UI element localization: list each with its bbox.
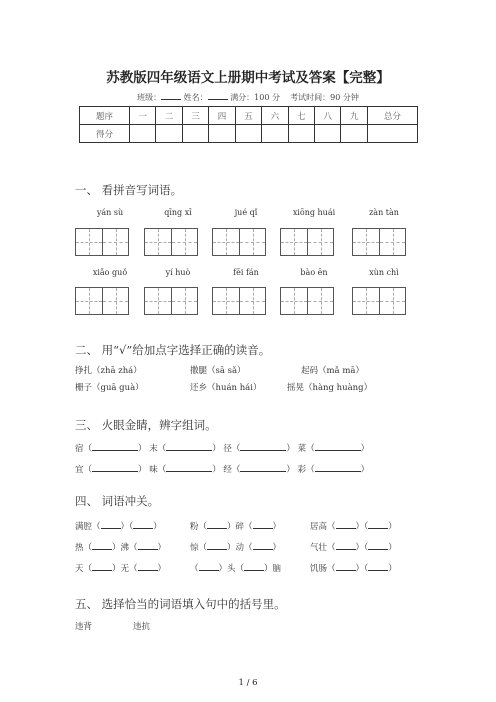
answer-blank[interactable] xyxy=(315,441,361,451)
writing-grid[interactable] xyxy=(352,287,406,315)
page-number: 1 / 6 xyxy=(238,678,258,688)
score-header-cell: 八 xyxy=(314,107,340,125)
score-header-cell: 一 xyxy=(130,107,156,125)
answer-blank[interactable] xyxy=(138,540,158,550)
answer-blank[interactable] xyxy=(92,540,112,550)
writing-grid[interactable] xyxy=(212,228,266,256)
answer-blank[interactable] xyxy=(244,561,264,571)
idiom-text: 饥肠（ xyxy=(310,564,336,574)
score-cell[interactable] xyxy=(262,125,288,143)
score-header-cell: 总分 xyxy=(367,107,417,125)
idiom-text: ）（ xyxy=(355,522,369,532)
answer-blank[interactable] xyxy=(336,519,356,529)
char-label: ） 径（ xyxy=(212,444,241,454)
pronunciation-item[interactable]: 撒腿（sā sǎ） xyxy=(190,366,246,376)
pinyin-label: xiōng huái xyxy=(292,208,336,217)
idiom-text: ）头（ xyxy=(218,564,245,574)
char-label: ） 味（ xyxy=(138,465,167,475)
idiom-text: ）碎（ xyxy=(227,522,253,532)
char-label: ） 彩（ xyxy=(286,465,315,475)
answer-blank[interactable] xyxy=(253,540,273,550)
idiom-text: 居高（ xyxy=(310,522,336,532)
section3-title: 三、 火眼金睛，辨字组词。 xyxy=(75,418,217,432)
score-cell[interactable] xyxy=(182,125,208,143)
time-label: 考试时间：90 分钟 xyxy=(290,93,359,102)
idiom-text: ）（ xyxy=(355,543,369,553)
answer-blank[interactable] xyxy=(315,462,361,472)
class-label: 班级： xyxy=(137,93,162,102)
section4-title: 四、 词语冲关。 xyxy=(75,494,160,508)
idiom-text: 满腔（ xyxy=(75,522,101,532)
idiom-item xyxy=(310,561,397,574)
char-label: ） xyxy=(360,465,370,475)
exam-info xyxy=(0,91,496,103)
idiom-text: 天（ xyxy=(75,564,93,574)
word-option: 违抗 xyxy=(133,622,151,632)
pinyin-label: zàn tàn xyxy=(369,208,399,217)
writing-grid[interactable] xyxy=(75,228,129,256)
pinyin-label: bào ēn xyxy=(300,268,328,277)
answer-blank[interactable] xyxy=(166,441,212,451)
answer-blank[interactable] xyxy=(253,519,273,529)
pinyin-label: xiǎo guǒ xyxy=(92,268,128,277)
idiom-text: 热（ xyxy=(75,543,93,553)
idiom-text: （ xyxy=(190,564,199,574)
idiom-item xyxy=(75,519,162,532)
pronunciation-item[interactable]: 栅子（guā guà） xyxy=(75,383,144,393)
pinyin-label: qīng xī xyxy=(164,208,192,217)
section1-title: 一、 看拼音写词语。 xyxy=(75,183,183,197)
idiom-text: ） xyxy=(272,522,282,532)
document-title: 苏教版四年级语文上册期中考试及答案【完整】 xyxy=(106,70,390,86)
score-header-cell: 九 xyxy=(341,107,367,125)
writing-grid[interactable] xyxy=(280,228,334,256)
writing-grid[interactable] xyxy=(352,228,406,256)
answer-blank[interactable] xyxy=(138,561,158,571)
idiom-text: ）脑 xyxy=(264,564,282,574)
idiom-item xyxy=(75,540,166,553)
answer-blank[interactable] xyxy=(207,540,227,550)
score-header-cell: 五 xyxy=(235,107,261,125)
name-blank xyxy=(208,91,228,100)
answer-blank[interactable] xyxy=(336,561,356,571)
idiom-text: ） xyxy=(157,543,167,553)
pinyin-label: fēi fán xyxy=(233,268,259,277)
score-cell[interactable] xyxy=(288,125,314,143)
score-cell[interactable] xyxy=(209,125,235,143)
char-label: ） 菜（ xyxy=(286,444,315,454)
idiom-text: 粉（ xyxy=(190,522,208,532)
pinyin-label: xùn chì xyxy=(369,268,399,277)
word-option: 违背 xyxy=(75,622,93,632)
writing-grid[interactable] xyxy=(75,287,129,315)
writing-grid[interactable] xyxy=(144,228,198,256)
char-label: ） 经（ xyxy=(212,465,241,475)
answer-blank[interactable] xyxy=(336,540,356,550)
writing-grid[interactable] xyxy=(212,287,266,315)
pinyin-label: yí huò xyxy=(165,268,191,277)
score-header-cell: 题序 xyxy=(80,107,130,125)
char-label: 宿（ xyxy=(75,444,93,454)
idiom-text: ） xyxy=(388,522,397,532)
idiom-item xyxy=(190,561,281,574)
score-table xyxy=(79,106,418,143)
pronunciation-item[interactable]: 还乡（huán hái） xyxy=(190,383,262,393)
idiom-item xyxy=(310,540,397,553)
answer-blank[interactable] xyxy=(92,462,138,472)
answer-blank[interactable] xyxy=(368,540,388,550)
idiom-item xyxy=(310,519,397,532)
idiom-text: ）动（ xyxy=(227,543,253,553)
char-label: ） 末（ xyxy=(138,444,167,454)
answer-blank[interactable] xyxy=(368,561,388,571)
idiom-text: ）（ xyxy=(355,564,369,574)
score-cell[interactable] xyxy=(341,125,367,143)
score-header-cell: 二 xyxy=(156,107,182,125)
idiom-text: ） xyxy=(388,543,397,553)
word-group-line xyxy=(75,462,369,475)
answer-blank[interactable] xyxy=(101,519,121,529)
answer-blank[interactable] xyxy=(133,519,153,529)
class-blank xyxy=(161,91,181,100)
pronunciation-item[interactable]: 起码（mǎ mā） xyxy=(301,366,364,376)
answer-blank[interactable] xyxy=(199,561,219,571)
score-row-label: 得分 xyxy=(80,125,130,143)
score-cell[interactable] xyxy=(130,125,156,143)
section2-title: 二、 用“√”给加点字选择正确的读音。 xyxy=(75,343,271,357)
name-label: 姓名： xyxy=(183,93,208,102)
idiom-item xyxy=(75,561,166,574)
answer-blank[interactable] xyxy=(92,441,138,451)
word-group-line xyxy=(75,441,369,454)
score-header-cell: 六 xyxy=(262,107,288,125)
pronunciation-item[interactable]: 挣扎（zhā zhá） xyxy=(75,366,142,376)
score-table-row xyxy=(80,125,418,143)
idiom-item xyxy=(190,519,281,532)
score-header-cell: 三 xyxy=(182,107,208,125)
score-label: 满分：100 分 xyxy=(230,93,280,102)
answer-blank[interactable] xyxy=(166,462,212,472)
answer-blank[interactable] xyxy=(240,462,286,472)
score-cell[interactable] xyxy=(314,125,340,143)
idiom-text: ） xyxy=(388,564,397,574)
idiom-text: ） xyxy=(153,522,162,532)
idiom-text: 气壮（ xyxy=(310,543,336,553)
answer-blank[interactable] xyxy=(368,519,388,529)
idiom-text: ） xyxy=(272,543,282,553)
writing-grid[interactable] xyxy=(280,287,334,315)
idiom-item xyxy=(190,540,281,553)
writing-grid[interactable] xyxy=(144,287,198,315)
pinyin-label: yán sù xyxy=(96,208,124,217)
score-cell[interactable] xyxy=(235,125,261,143)
score-header-cell: 四 xyxy=(209,107,235,125)
score-header-cell: 七 xyxy=(288,107,314,125)
score-cell[interactable] xyxy=(367,125,417,143)
answer-blank[interactable] xyxy=(207,519,227,529)
idiom-text: ）无（ xyxy=(112,564,138,574)
pinyin-label: jué qǐ xyxy=(234,208,258,217)
answer-blank[interactable] xyxy=(240,441,286,451)
idiom-text: 惊（ xyxy=(190,543,208,553)
score-table-header xyxy=(80,107,418,125)
idiom-text: ） xyxy=(157,564,167,574)
answer-blank[interactable] xyxy=(92,561,112,571)
pronunciation-item[interactable]: 摇晃（hàng huàng） xyxy=(287,383,373,393)
char-label: 宜（ xyxy=(75,465,93,475)
char-label: ） xyxy=(360,444,370,454)
idiom-text: ）（ xyxy=(120,522,134,532)
idiom-text: ）沸（ xyxy=(112,543,138,553)
section5-title: 五、 选择恰当的词语填入句中的括号里。 xyxy=(75,597,286,611)
score-cell[interactable] xyxy=(156,125,182,143)
